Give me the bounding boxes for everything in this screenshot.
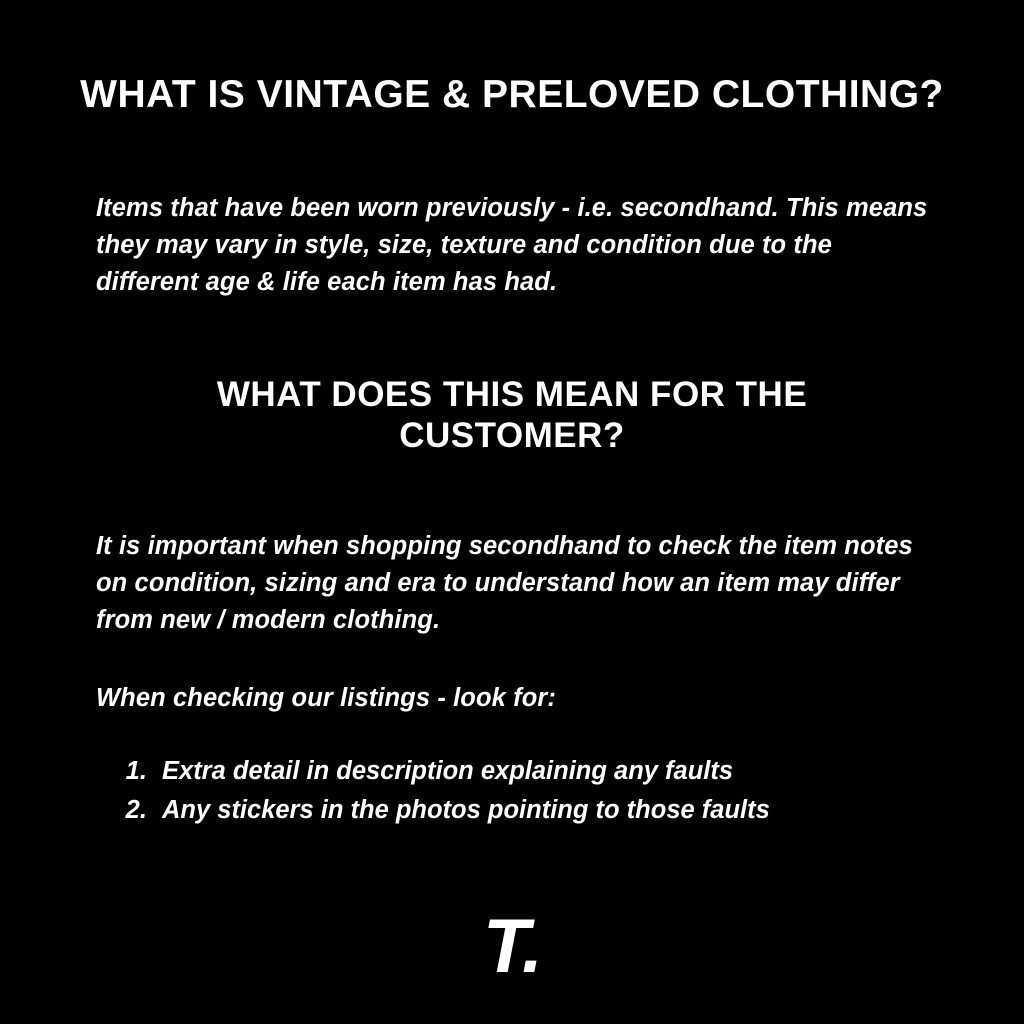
list-item: 2. Any stickers in the photos pointing to those faults	[154, 791, 936, 830]
customer-paragraph: It is important when shopping secondhand to check the item notes on condition, sizing and era to understand how an item may differ from new / modern clothing.	[96, 532, 913, 634]
listings-prompt: When checking our listings - look for:	[96, 684, 556, 712]
logo-mark-text: T.	[483, 904, 541, 989]
intro-paragraph: Items that have been worn previously - i.e. secondhand. This means they may vary in style, size, texture and condition due to the different age & life each item has had.	[96, 194, 928, 296]
brand-logo	[0, 904, 1024, 989]
section-title-customer: WHAT DOES THIS MEAN FOR THE CUSTOMER?	[216, 375, 808, 456]
list-item: 1. Extra detail in description explaining any faults	[154, 752, 936, 791]
checklist	[96, 752, 936, 830]
page-title: WHAT IS VINTAGE & PRELOVED CLOTHING?	[80, 73, 944, 116]
